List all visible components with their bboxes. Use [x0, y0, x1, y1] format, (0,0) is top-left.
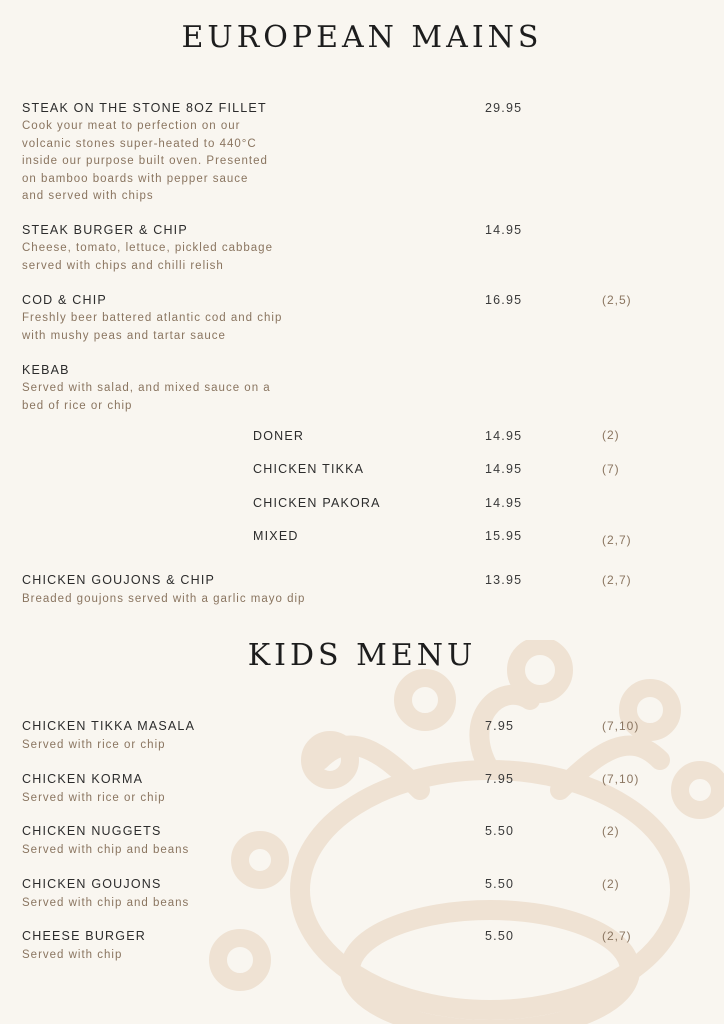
- cod-description: Freshly beer battered atlantic cod and chip with mushy peas and tartar sauce: [22, 312, 283, 342]
- kebab-description: Served with salad, and mixed sauce on a bed of rice or chip: [22, 382, 271, 412]
- kebab-option-chicken-pakora: CHICKEN PAKORA: [253, 496, 381, 510]
- kids-menu-title: KIDS MENU: [247, 638, 477, 673]
- cod-allergens: (2,5): [602, 293, 632, 307]
- kids-item-description: Served with chip: [22, 949, 123, 961]
- european-mains-title: EUROPEAN MAINS: [181, 20, 543, 55]
- steak-name: STEAK ON THE STONE 8OZ FILLET: [22, 101, 267, 115]
- kebab-option-chicken-tikka-allergens: (7): [602, 462, 620, 476]
- burger-name: STEAK BURGER & CHIP: [22, 223, 188, 237]
- cod-name: COD & CHIP: [22, 293, 107, 307]
- kids-item-allergens: (2,7): [602, 929, 632, 943]
- burger-price: 14.95: [485, 223, 523, 237]
- kids-item-name: CHEESE BURGER: [22, 929, 146, 943]
- kebab-option-doner-allergens: (2): [602, 428, 620, 442]
- burger-description: Cheese, tomato, lettuce, pickled cabbage served with chips and chilli relish: [22, 242, 273, 272]
- steak-price: 29.95: [485, 101, 523, 115]
- kebab-option-mixed: MIXED: [253, 529, 299, 543]
- kids-item-allergens: (2): [602, 877, 620, 891]
- kids-item-allergens: (7,10): [602, 772, 640, 786]
- goujons-chip-allergens: (2,7): [602, 573, 632, 587]
- goujons-chip-price: 13.95: [485, 573, 523, 587]
- kids-item-price: 5.50: [485, 824, 515, 838]
- kids-item-description: Served with chip and beans: [22, 897, 190, 909]
- kebab-option-mixed-price: 15.95: [485, 529, 523, 543]
- cod-price: 16.95: [485, 293, 523, 307]
- kids-item-price: 7.95: [485, 719, 515, 733]
- kids-item-description: Served with chip and beans: [22, 844, 190, 856]
- kids-item-allergens: (2): [602, 824, 620, 838]
- kebab-option-chicken-tikka-price: 14.95: [485, 462, 523, 476]
- kids-item-price: 5.50: [485, 877, 515, 891]
- kids-item-name: CHICKEN NUGGETS: [22, 824, 162, 838]
- flower-watermark: [200, 640, 724, 1024]
- kids-item-description: Served with rice or chip: [22, 739, 166, 751]
- kids-item-price: 7.95: [485, 772, 515, 786]
- goujons-chip-name: CHICKEN GOUJONS & CHIP: [22, 573, 216, 587]
- kids-item-name: CHICKEN KORMA: [22, 772, 144, 786]
- goujons-chip-description: Breaded goujons served with a garlic mayo dip: [22, 593, 306, 605]
- kebab-option-mixed-allergens: (2,7): [602, 533, 632, 547]
- kids-item-description: Served with rice or chip: [22, 792, 166, 804]
- kebab-option-chicken-pakora-price: 14.95: [485, 496, 523, 510]
- kebab-option-doner: DONER: [253, 429, 305, 443]
- kids-item-price: 5.50: [485, 929, 515, 943]
- steak-description: Cook your meat to perfection on our volcanic stones super-heated to 440°C inside our purpose built oven. Presented on bamboo boards with pepper sauce and served with chips: [22, 120, 268, 203]
- kebab-option-chicken-tikka: CHICKEN TIKKA: [253, 462, 365, 476]
- kids-item-name: CHICKEN TIKKA MASALA: [22, 719, 196, 733]
- kebab-option-doner-price: 14.95: [485, 429, 523, 443]
- kids-item-allergens: (7,10): [602, 719, 640, 733]
- kebab-name: KEBAB: [22, 363, 70, 377]
- kids-item-name: CHICKEN GOUJONS: [22, 877, 162, 891]
